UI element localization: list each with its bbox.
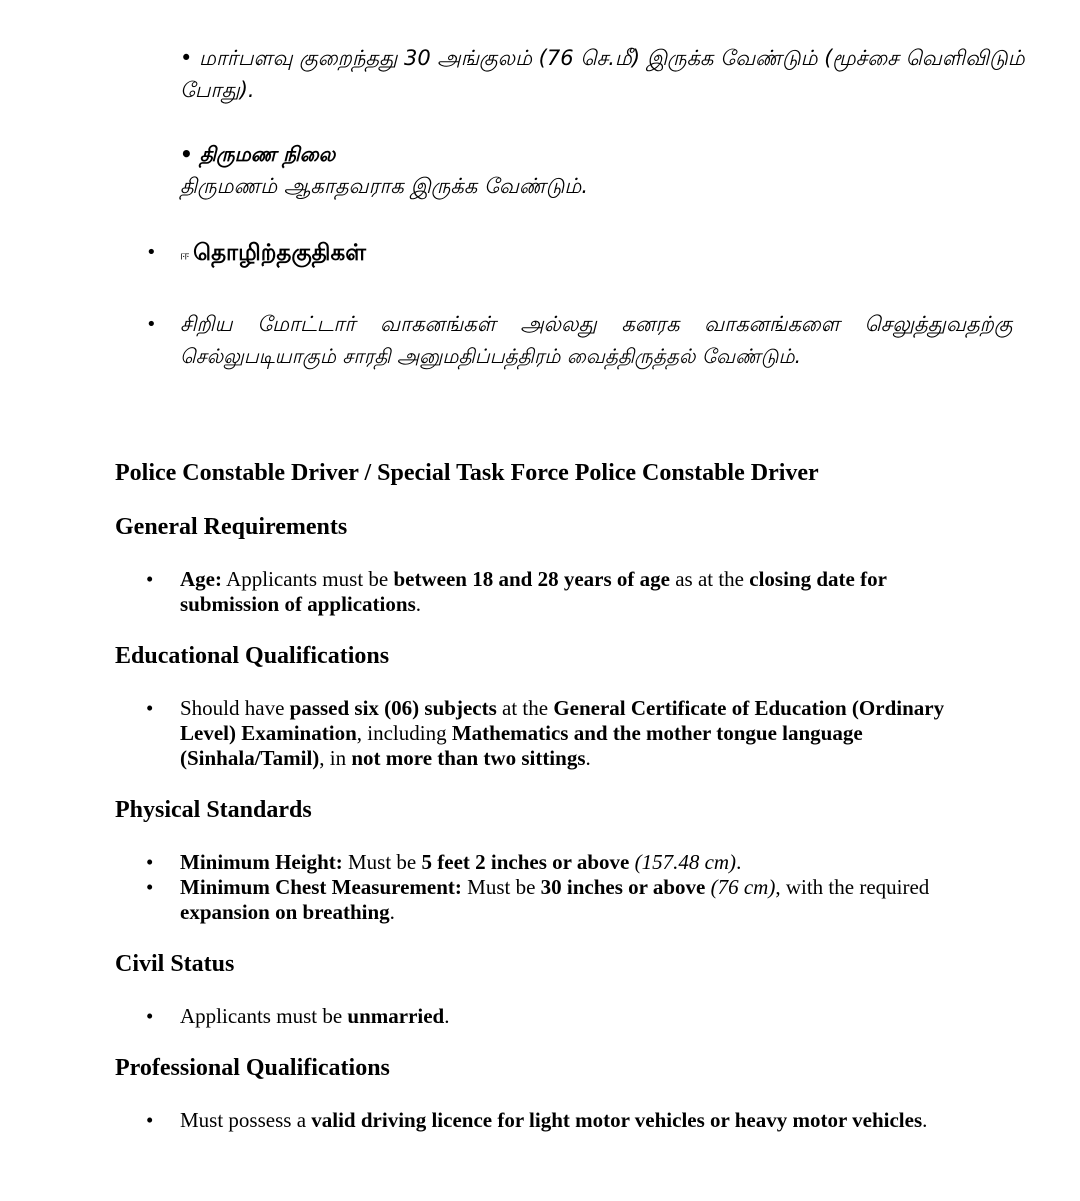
text: , including (356, 721, 452, 745)
text: Must be (342, 850, 422, 874)
text: . (389, 900, 395, 924)
required-subjects: Mathematics and the mother tongue language (Sinhala/Tamil) (180, 721, 863, 770)
text: . (922, 1108, 928, 1132)
height-label: Minimum Height: (180, 850, 343, 874)
civil-item (180, 1004, 980, 1029)
bullet: • (146, 242, 157, 263)
text: Must be (461, 875, 541, 899)
exam-name: General Certificate of Education (Ordinary Level) Examination (180, 696, 945, 745)
chest-cm: (76 cm) (710, 875, 776, 899)
physical-heading: Physical Standards (115, 797, 312, 823)
text: . (444, 1004, 450, 1028)
text: . (585, 746, 591, 770)
text: as at the (669, 567, 750, 591)
text: Applicants must be (180, 1004, 348, 1028)
text: . (736, 850, 742, 874)
text: . (415, 592, 421, 616)
age-range: between 18 and 28 years of age (393, 567, 670, 591)
tamil-chest-line1: • மார்பளவு குறைந்தது 30 அங்குலம் (76 செ.மீ) இருக்க வேண்டும் (மூச்சை வெளிவிடும் (180, 46, 1025, 70)
sittings: not more than two sittings (351, 746, 586, 770)
professional-heading: Professional Qualifications (115, 1055, 390, 1081)
tamil-chest-line2: போது). (180, 78, 255, 102)
bullet: • (146, 1108, 154, 1132)
civil-heading: Civil Status (115, 951, 235, 977)
text: , in (319, 746, 352, 770)
subjects: passed six (06) subjects (289, 696, 497, 720)
general-heading: General Requirements (115, 514, 348, 540)
bullet: • (146, 850, 154, 874)
tamil-prof-marker: ஈ (180, 248, 190, 264)
tamil-prof-heading-row (180, 240, 366, 269)
chest-label: Minimum Chest Measurement: (180, 875, 462, 899)
tamil-prof-line1: சிறிய மோட்டார் வாகனங்கள் அல்லது கனரக வாகனங்களை செலுத்துவதற்கு (180, 312, 1013, 336)
chest-value: 30 inches or above (540, 875, 706, 899)
age-item (180, 567, 940, 617)
unmarried: unmarried (347, 1004, 445, 1028)
bullet: • (146, 1004, 154, 1028)
education-item (180, 696, 980, 771)
text: Should have (180, 696, 290, 720)
height-cm: (157.48 cm) (634, 850, 737, 874)
tamil-prof-heading: தொழிற்தகுதிகள் (193, 240, 366, 266)
chest-item (180, 875, 970, 925)
bullet: • (146, 696, 154, 720)
closing-date: closing date for submission of applications (180, 567, 887, 616)
text: at the (496, 696, 554, 720)
age-label: Age: (180, 567, 222, 591)
page-title: Police Constable Driver / Special Task Force Police Constable Driver (115, 460, 819, 486)
text: Must possess a (180, 1108, 312, 1132)
bullet: • (146, 314, 157, 335)
bullet: • (146, 567, 154, 591)
bullet: • (146, 875, 154, 899)
tamil-prof-line2: செல்லுபடியாகும் சாரதி அனுமதிப்பத்திரம் வைத்திருத்தல் வேண்டும். (180, 344, 801, 368)
height-item (180, 850, 980, 875)
text: , with the required (775, 875, 930, 899)
tamil-civil-text: திருமணம் ஆகாதவராக இருக்க வேண்டும். (180, 174, 589, 198)
tamil-civil-heading: • திருமண நிலை (180, 142, 336, 166)
professional-item (180, 1108, 1040, 1133)
text: Applicants must be (221, 567, 394, 591)
expansion: expansion on breathing (180, 900, 390, 924)
licence: valid driving licence for light motor vehicles or heavy motor vehicles (311, 1108, 923, 1132)
education-heading: Educational Qualifications (115, 643, 390, 669)
height-value: 5 feet 2 inches or above (421, 850, 630, 874)
